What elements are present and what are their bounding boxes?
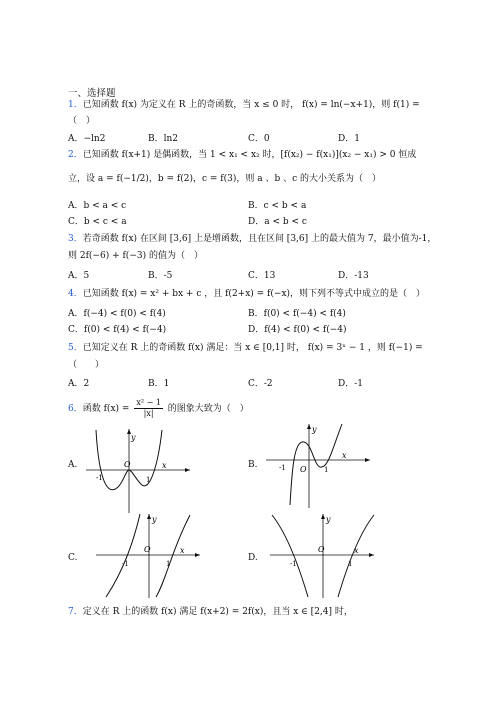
neg-one-label: -1 [279, 464, 286, 472]
x-label: x [180, 546, 185, 555]
x-arrow-icon [365, 458, 370, 462]
option-a: A．−ln2 [68, 134, 106, 144]
y-arrow-icon [321, 514, 325, 519]
question-number: 7． [68, 607, 83, 617]
x-label: x [162, 461, 167, 470]
fraction-denominator: |x| [143, 409, 154, 418]
option-d: D．-13 [338, 271, 369, 281]
option-c: C．0 [248, 134, 270, 144]
question-3-line2: 则 2f(−6) + f(−3) 的值为（ ） [68, 251, 203, 261]
x-arrow-icon [195, 553, 200, 557]
graph-d-svg [268, 510, 378, 600]
option-b: B．-5 [148, 271, 173, 281]
graph-a-label: A. [68, 460, 78, 470]
y-label: y [131, 433, 136, 442]
option-d: D．a < b < c [248, 217, 307, 227]
graph-d-label: D. [248, 553, 258, 563]
graph-c[interactable] [94, 510, 204, 600]
graph-c-label: C. [68, 553, 78, 563]
neg-one-label: -1 [290, 560, 297, 568]
question-stem: 已知函数 f(x) 为定义在 R 上的奇函数，当 x ≤ 0 时， f(x) = ln(−x+1)，则 f(1) = [82, 100, 420, 110]
question-stem: 已知函数 f(x+1) 是偶函数，当 1 < x₁ < x₂ 时，[f(x₂) − f(x₁)](x₂ − x₁) > 0 恒成 [82, 150, 417, 160]
question-3 [68, 233, 436, 245]
graph-b[interactable] [264, 420, 374, 510]
pos-one-label: 1 [146, 476, 151, 484]
graph-a[interactable] [84, 425, 194, 515]
option-c: C．f(0) < f(4) < f(−4) [68, 325, 167, 335]
question-6 [68, 398, 249, 419]
neg-one-label: -1 [122, 560, 129, 568]
y-label: y [152, 515, 157, 524]
neg-one-label: -1 [96, 474, 103, 482]
option-b: B．c < b < a [248, 201, 307, 211]
graph-c-svg [94, 510, 204, 600]
question-number: 3． [68, 234, 83, 244]
option-a: A．f(−4) < f(0) < f(4) [68, 309, 166, 319]
x-arrow-icon [185, 468, 190, 472]
pos-one-label: 1 [324, 466, 329, 474]
question-1 [68, 99, 420, 111]
fraction [134, 398, 163, 419]
y-arrow-icon [307, 424, 311, 429]
question-5-paren: （ ） [68, 360, 105, 370]
option-b: B．f(0) < f(−4) < f(4) [248, 309, 346, 319]
question-7 [68, 606, 353, 618]
origin-label: O [144, 545, 151, 554]
pos-one-label: 1 [166, 560, 171, 568]
question-stem: 定义在 R 上的函数 f(x) 满足 f(x+2) = 2f(x)，且当 x ∈ [2,4] 时， [82, 607, 353, 617]
option-b: B．ln2 [148, 134, 179, 144]
question-number: 5． [68, 343, 83, 353]
graph-a-svg [84, 425, 194, 515]
section-title: 一、选择题 [68, 88, 116, 99]
question-number: 4． [68, 289, 83, 299]
y-arrow-icon [147, 514, 151, 519]
option-d: D．f(4) < f(0) < f(−4) [248, 325, 347, 335]
option-c: C．-2 [248, 379, 273, 389]
option-d: D．-1 [338, 379, 363, 389]
question-number: 1． [68, 100, 83, 110]
y-label: y [326, 515, 331, 524]
question-number: 2． [68, 150, 83, 160]
option-d: D．1 [338, 134, 360, 144]
option-a: A．5 [68, 271, 90, 281]
graph-b-label: B. [248, 460, 258, 470]
question-4 [68, 288, 425, 300]
origin-label: O [300, 465, 307, 474]
option-a: A．2 [68, 379, 90, 389]
question-stem: 若奇函数 f(x) 在区间 [3,6] 上是增函数，且在区间 [3,6] 上的最大值为 7，最小值为-1， [82, 234, 437, 244]
question-1-paren: （ ） [68, 116, 96, 126]
option-c: C．b < c < a [68, 217, 127, 227]
x-label: x [342, 451, 347, 460]
question-2 [68, 149, 416, 161]
question-stem: 已知函数 f(x) = x² + bx + c ，且 f(2+x) = f(−x)，则下列不等式中成立的是（ ） [82, 289, 426, 299]
question-stem-pre: 函数 f(x) = [82, 404, 130, 414]
x-arrow-icon [369, 553, 374, 557]
graph-d[interactable] [268, 510, 378, 600]
option-b: B．1 [148, 379, 170, 389]
question-stem-post: 的图象大致为（ ） [167, 404, 249, 414]
question-number: 6． [68, 404, 83, 414]
question-2-line2: 立，设 a = f(−1/2)，b = f(2)，c = f(3)，则 a 、b 、c 的大小关系为（ ） [68, 174, 381, 184]
curve-right [338, 515, 374, 597]
question-5 [68, 342, 423, 354]
origin-label: O [124, 460, 131, 469]
question-stem: 已知定义在 R 上的奇函数 f(x) 满足：当 x ∈ [0,1] 时， f(x) = 3ˣ − 1 ，则 f(−1) = [82, 343, 423, 353]
option-c: C．13 [248, 271, 276, 281]
pos-one-label: 1 [348, 560, 353, 568]
x-label: x [354, 546, 359, 555]
fraction-numerator: x² − 1 [136, 398, 161, 407]
curve-left [106, 514, 140, 597]
curve [290, 424, 342, 505]
curve-right [156, 515, 190, 597]
curve-left [272, 515, 308, 597]
graph-b-svg [264, 420, 374, 510]
y-label: y [312, 425, 317, 434]
option-a: A．b < a < c [68, 201, 127, 211]
origin-label: O [318, 545, 325, 554]
